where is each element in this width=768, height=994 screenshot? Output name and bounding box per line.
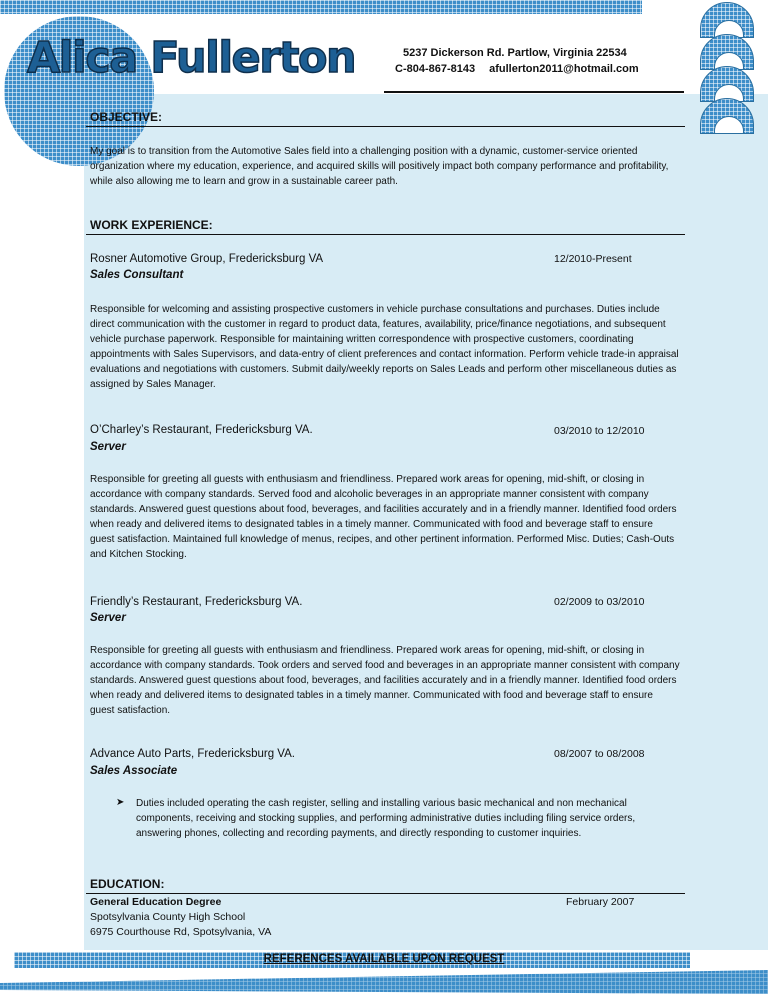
job-role: Sales Associate (90, 765, 178, 777)
applicant-name: Alica Fullerton (27, 33, 356, 83)
footer-wedge (0, 970, 768, 994)
section-rule (86, 893, 685, 894)
phone-email-line (395, 61, 639, 77)
arch-ornament (700, 2, 754, 38)
section-rule (86, 234, 685, 235)
job-company: Rosner Automotive Group, Fredericksburg VA (90, 253, 324, 265)
education-school: Spotsylvania County High School (90, 911, 246, 923)
education-heading: EDUCATION: (90, 877, 165, 891)
job-company: Friendly’s Restaurant, Fredericksburg VA. (90, 596, 303, 608)
job-description: Responsible for greeting all guests with enthusiasm and friendliness. Prepared work areas for opening, mid-shift, or closing in accordance with company standards. Served food and alcoholic beverages in an appropriate manner consistent with company standards. Answered guest questions about food, beverages, and facilities accurately and in a friendly manner. Identified food orders when ready and delivered items to designated tables in a timely manner. Communicated with food and beverage staff to ensure guest satisfaction. Maintained full knowledge of menus, recipes, and other pertinent information. Performed Misc. Duties; Cash-Outs and Kitchen Stocking. (90, 474, 677, 560)
contact-block (395, 45, 639, 77)
job-role: Server (90, 441, 126, 453)
arrow-bullet-icon: ➤ (116, 797, 125, 808)
arch-ornament (700, 98, 754, 134)
work-experience-heading: WORK EXPERIENCE: (90, 218, 213, 232)
arch-ornament (700, 66, 754, 102)
header-divider (384, 91, 684, 93)
job-role: Server (90, 612, 126, 624)
objective-heading: OBJECTIVE: (90, 110, 163, 124)
job-dates: 12/2010-Present (554, 253, 632, 265)
job-bullet: Duties included operating the cash register, selling and installing various basic mechanical and non mechanical components, receiving and stocking supplies, and performing administrative duties including filing service orders, answering phones, collecting and recording payments, and directly responding to customer inquiries. (136, 798, 636, 839)
address: 5237 Dickerson Rd. Partlow, Virginia 22534 (403, 47, 627, 59)
education-address: 6975 Courthouse Rd, Spotsylvania, VA (90, 926, 272, 938)
job-company: Advance Auto Parts, Fredericksburg VA. (90, 748, 295, 760)
job-dates: 08/2007 to 08/2008 (554, 748, 645, 760)
objective-text: My goal is to transition from the Automotive Sales field into a challenging position with a dynamic, customer-service oriented organization where my education, experience, and acquired skills will positively impact both company performance and profitability, while also allowing me to learn and grow in a sustainable career path. (90, 146, 669, 187)
arch-ornament (700, 34, 754, 70)
top-decorative-bar (0, 0, 642, 14)
job-description: Responsible for welcoming and assisting prospective customers in vehicle purchase consultations and purchases. Duties include direct communication with the customer in regard to product data, features, availability, price/finance negotiations, and subsequent vehicle purchase paperwork. Responsible for maintaining written correspondence with prospective customers, coordinating appointments with Sales Supervisors, and data-entry of client preferences and contact information. Perform vehicle trade-in appraisal evaluations and negotiations with customers. Submit daily/weekly reports on Sales Leads and perform other miscellaneous duties as assigned by Sales Manager. (90, 304, 679, 390)
section-rule (86, 126, 685, 127)
job-company: O’Charley’s Restaurant, Fredericksburg VA. (90, 424, 313, 436)
education-degree: General Education Degree (90, 896, 222, 908)
job-role: Sales Consultant (90, 269, 184, 281)
job-description: Responsible for greeting all guests with enthusiasm and friendliness. Prepared work areas for opening, mid-shift, or closing in accordance with company standards. Took orders and served food and beverages in an appropriate manner consistent with company standards. Answered guest questions about food, beverages, and facilities accurately and in a friendly manner. Identified food orders when ready and delivered items to designated tables in a timely manner. Communicated with food and beverage staff to ensure guest satisfaction. (90, 645, 680, 716)
references-note: REFERENCES AVAILABLE UPON REQUEST (263, 953, 505, 965)
email: afullerton2011@hotmail.com (489, 63, 639, 75)
job-dates: 02/2009 to 03/2010 (554, 596, 645, 608)
job-dates: 03/2010 to 12/2010 (554, 425, 645, 437)
education-date: February 2007 (566, 896, 635, 908)
phone: C-804-867-8143 (395, 63, 476, 75)
decorative-arches (700, 2, 756, 130)
